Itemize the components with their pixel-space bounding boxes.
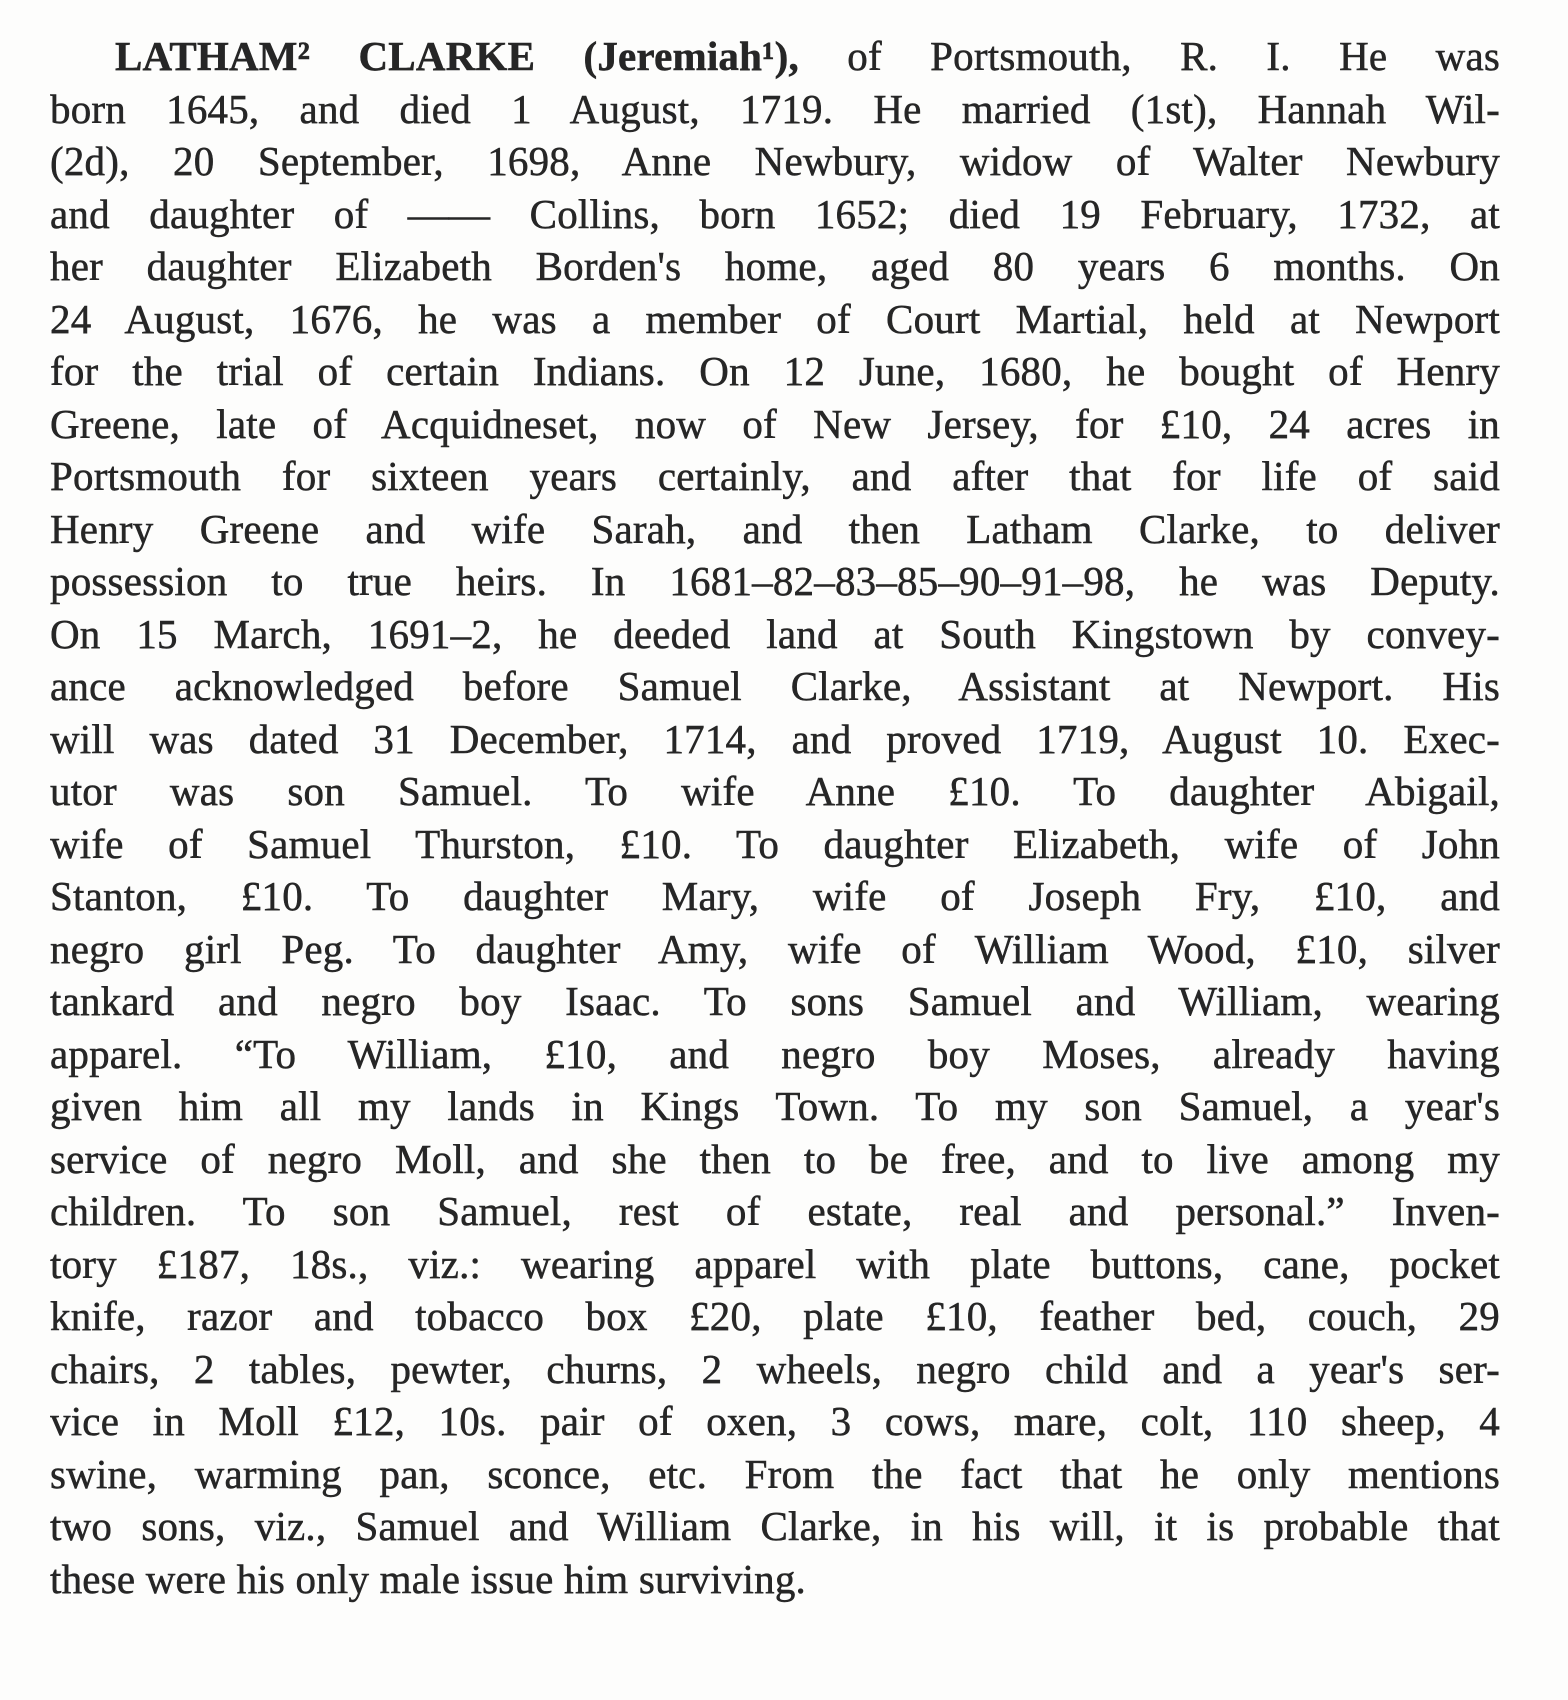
text-line: for the trial of certain Indians. On 12 June, 1680, he bought of Henry [50, 348, 1500, 394]
text-line: and daughter of —— Collins, born 1652; died 19 February, 1732, at [50, 190, 1500, 237]
text-line: Henry Greene and wife Sarah, and then Latham Clarke, to deliver [50, 505, 1500, 552]
genealogy-entry [50, 30, 1500, 1605]
text-line: given him all my lands in Kings Town. To my son Samuel, a year's [50, 1083, 1500, 1129]
text-line: tory £187, 18s., viz.: wearing apparel with plate buttons, cane, pocket [50, 1240, 1500, 1287]
text-line: utor was son Samuel. To wife Anne £10. To daughter Abigail, [50, 768, 1500, 814]
text-line: chairs, 2 tables, pewter, churns, 2 wheels, negro child and a year's ser- [50, 1345, 1500, 1392]
text-line: swine, warming pan, sconce, etc. From the fact that he only mentions [50, 1450, 1500, 1497]
text-line: wife of Samuel Thurston, £10. To daughter Elizabeth, wife of John [50, 820, 1500, 867]
text-line: possession to true heirs. In 1681–82–83–85–90–91–98, he was Deputy. [50, 558, 1500, 604]
text-line: Stanton, £10. To daughter Mary, wife of Joseph Fry, £10, and [50, 873, 1500, 919]
text-line: born 1645, and died 1 August, 1719. He married (1st), Hannah Wil- [50, 85, 1500, 132]
text-line: On 15 March, 1691–2, he deeded land at South Kingstown by convey- [50, 610, 1500, 657]
text-line: ance acknowledged before Samuel Clarke, Assistant at Newport. His [50, 663, 1500, 709]
text-line: apparel. “To William, £10, and negro boy Moses, already having [50, 1030, 1500, 1077]
entry-heading: LATHAM² CLARKE (Jeremiah¹), [115, 33, 799, 79]
text-line: Portsmouth for sixteen years certainly, and after that for life of said [50, 453, 1500, 499]
text-line: will was dated 31 December, 1714, and proved 1719, August 10. Exec- [50, 715, 1500, 762]
text-line: (2d), 20 September, 1698, Anne Newbury, widow of Walter Newbury [50, 138, 1500, 184]
text-line: knife, razor and tobacco box £20, plate £10, feather bed, couch, 29 [50, 1293, 1500, 1339]
text-line: children. To son Samuel, rest of estate, real and personal.” Inven- [50, 1188, 1500, 1234]
text-line: negro girl Peg. To daughter Amy, wife of William Wood, £10, silver [50, 925, 1500, 972]
text-line-first [50, 30, 1500, 83]
text-line: of Portsmouth, R. I. He was [798, 33, 1500, 79]
text-line: Greene, late of Acquidneset, now of New Jersey, for £10, 24 acres in [50, 400, 1500, 447]
text-line: two sons, viz., Samuel and William Clarke, in his will, it is probable that [50, 1503, 1500, 1549]
text-line: 24 August, 1676, he was a member of Court Martial, held at Newport [50, 295, 1500, 342]
text-line: service of negro Moll, and she then to be free, and to live among my [50, 1135, 1500, 1182]
text-line: vice in Moll £12, 10s. pair of oxen, 3 cows, mare, colt, 110 sheep, 4 [50, 1398, 1500, 1444]
text-line: her daughter Elizabeth Borden's home, aged 80 years 6 months. On [50, 243, 1500, 289]
text-line-last: these were his only male issue him surviving. [50, 1555, 806, 1602]
text-line: tankard and negro boy Isaac. To sons Samuel and William, wearing [50, 978, 1500, 1024]
